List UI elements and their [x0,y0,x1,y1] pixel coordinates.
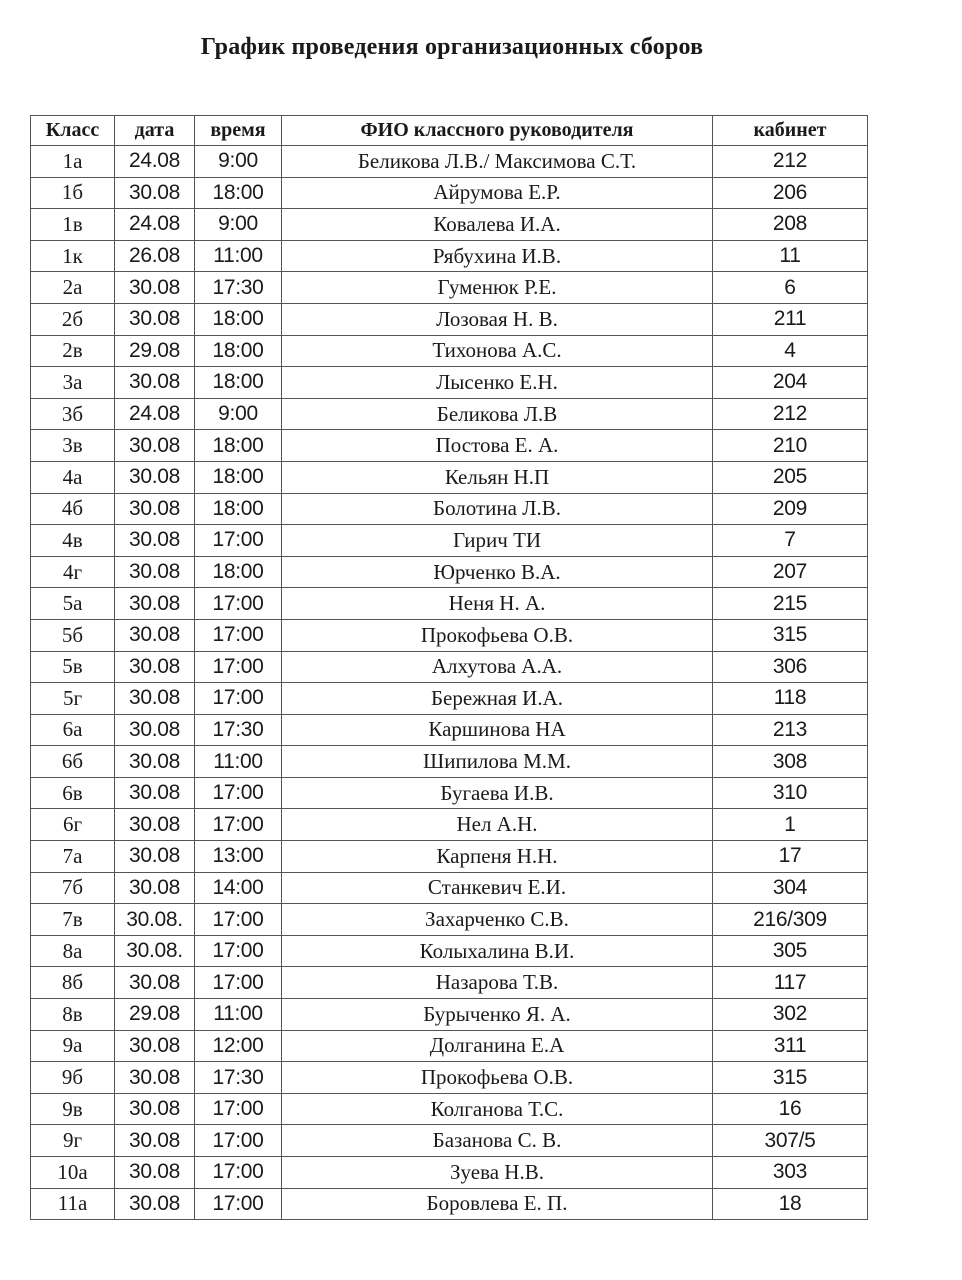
table-row [31,651,868,683]
cell-class: 9в [31,1093,115,1125]
cell-room: 213 [713,714,868,746]
cell-room: 210 [713,430,868,462]
header-teacher: ФИО классного руководителя [282,116,713,146]
cell-room: 206 [713,177,868,209]
cell-date: 30.08 [115,1062,195,1094]
cell-date: 30.08 [115,303,195,335]
cell-class: 3в [31,430,115,462]
table-row [31,1157,868,1189]
cell-room: 118 [713,683,868,715]
cell-teacher: Неня Н. А. [282,588,713,620]
table-row [31,841,868,873]
cell-time: 17:00 [195,1093,282,1125]
cell-room: 305 [713,935,868,967]
cell-class: 6г [31,809,115,841]
table-row [31,588,868,620]
cell-room: 11 [713,240,868,272]
cell-class: 4а [31,461,115,493]
table-row [31,398,868,430]
table-row [31,556,868,588]
cell-teacher: Колыхалина В.И. [282,935,713,967]
cell-room: 209 [713,493,868,525]
cell-teacher: Гуменюк Р.Е. [282,272,713,304]
cell-date: 30.08 [115,1188,195,1220]
cell-room: 208 [713,209,868,241]
header-time: время [195,116,282,146]
cell-room: 302 [713,999,868,1031]
header-class: Класс [31,116,115,146]
cell-time: 9:00 [195,209,282,241]
table-body [31,146,868,1220]
cell-time: 17:00 [195,935,282,967]
table-row [31,461,868,493]
cell-class: 5а [31,588,115,620]
cell-room: 207 [713,556,868,588]
cell-time: 18:00 [195,303,282,335]
table-row [31,525,868,557]
table-row [31,240,868,272]
cell-date: 30.08 [115,177,195,209]
cell-teacher: Рябухина И.В. [282,240,713,272]
cell-room: 304 [713,872,868,904]
table-row [31,714,868,746]
table-row [31,1125,868,1157]
cell-teacher: Бурыченко Я. А. [282,999,713,1031]
header-date: дата [115,116,195,146]
cell-teacher: Постова Е. А. [282,430,713,462]
cell-class: 7а [31,841,115,873]
table-row [31,872,868,904]
table-row [31,430,868,462]
cell-date: 30.08 [115,367,195,399]
cell-room: 303 [713,1157,868,1189]
cell-date: 30.08 [115,651,195,683]
cell-teacher: Лысенко Е.Н. [282,367,713,399]
cell-date: 30.08. [115,904,195,936]
cell-class: 4г [31,556,115,588]
cell-teacher: Карпеня Н.Н. [282,841,713,873]
cell-date: 30.08 [115,967,195,999]
cell-class: 1в [31,209,115,241]
cell-room: 17 [713,841,868,873]
cell-class: 1к [31,240,115,272]
cell-date: 30.08 [115,746,195,778]
cell-teacher: Долганина Е.А [282,1030,713,1062]
cell-time: 18:00 [195,461,282,493]
cell-teacher: Беликова Л.В [282,398,713,430]
cell-teacher: Болотина Л.В. [282,493,713,525]
cell-class: 3б [31,398,115,430]
cell-class: 6в [31,777,115,809]
cell-teacher: Лозовая Н. В. [282,303,713,335]
cell-time: 17:00 [195,588,282,620]
table-row [31,1030,868,1062]
cell-date: 30.08 [115,493,195,525]
table-row [31,335,868,367]
cell-date: 30.08 [115,809,195,841]
cell-class: 5г [31,683,115,715]
cell-class: 9б [31,1062,115,1094]
table-row [31,493,868,525]
cell-class: 9г [31,1125,115,1157]
cell-class: 7в [31,904,115,936]
cell-date: 29.08 [115,335,195,367]
cell-class: 4в [31,525,115,557]
cell-time: 18:00 [195,430,282,462]
cell-teacher: Беликова Л.В./ Максимова С.Т. [282,146,713,178]
cell-time: 17:00 [195,809,282,841]
cell-class: 9а [31,1030,115,1062]
table-row [31,777,868,809]
cell-time: 17:00 [195,525,282,557]
table-row [31,904,868,936]
cell-teacher: Нел А.Н. [282,809,713,841]
table-row [31,809,868,841]
cell-date: 30.08 [115,872,195,904]
cell-room: 212 [713,146,868,178]
cell-date: 24.08 [115,209,195,241]
cell-class: 8в [31,999,115,1031]
cell-teacher: Базанова С. В. [282,1125,713,1157]
cell-teacher: Кельян Н.П [282,461,713,493]
cell-time: 18:00 [195,335,282,367]
cell-teacher: Юрченко В.А. [282,556,713,588]
cell-class: 6а [31,714,115,746]
cell-room: 307/5 [713,1125,868,1157]
cell-teacher: Шипилова М.М. [282,746,713,778]
cell-date: 30.08 [115,683,195,715]
cell-time: 17:00 [195,1157,282,1189]
table-row [31,177,868,209]
cell-room: 315 [713,1062,868,1094]
cell-room: 211 [713,303,868,335]
cell-room: 315 [713,619,868,651]
cell-teacher: Ковалева И.А. [282,209,713,241]
cell-teacher: Прокофьева О.В. [282,1062,713,1094]
cell-class: 8а [31,935,115,967]
cell-room: 212 [713,398,868,430]
cell-room: 308 [713,746,868,778]
table-row [31,1062,868,1094]
cell-teacher: Колганова Т.С. [282,1093,713,1125]
cell-room: 205 [713,461,868,493]
cell-date: 30.08 [115,777,195,809]
schedule-table [30,115,868,1220]
cell-time: 11:00 [195,746,282,778]
cell-class: 6б [31,746,115,778]
cell-teacher: Станкевич Е.И. [282,872,713,904]
cell-date: 30.08 [115,588,195,620]
cell-date: 30.08 [115,1093,195,1125]
cell-date: 30.08 [115,841,195,873]
cell-date: 24.08 [115,398,195,430]
cell-class: 10а [31,1157,115,1189]
table-row [31,746,868,778]
cell-time: 17:00 [195,1188,282,1220]
cell-class: 5б [31,619,115,651]
cell-time: 17:00 [195,651,282,683]
cell-date: 26.08 [115,240,195,272]
cell-class: 2в [31,335,115,367]
table-row [31,367,868,399]
table-row [31,209,868,241]
table-row [31,272,868,304]
table-row [31,619,868,651]
cell-date: 30.08 [115,1125,195,1157]
cell-teacher: Айрумова Е.Р. [282,177,713,209]
cell-time: 11:00 [195,240,282,272]
cell-time: 18:00 [195,177,282,209]
table-row [31,303,868,335]
cell-class: 4б [31,493,115,525]
table-row [31,935,868,967]
cell-room: 6 [713,272,868,304]
cell-room: 117 [713,967,868,999]
cell-room: 18 [713,1188,868,1220]
cell-class: 2б [31,303,115,335]
cell-date: 24.08 [115,146,195,178]
cell-time: 17:00 [195,1125,282,1157]
cell-time: 17:00 [195,619,282,651]
table-row [31,146,868,178]
table-row [31,683,868,715]
cell-date: 30.08 [115,556,195,588]
cell-class: 5в [31,651,115,683]
cell-teacher: Прокофьева О.В. [282,619,713,651]
cell-teacher: Боровлева Е. П. [282,1188,713,1220]
cell-room: 1 [713,809,868,841]
cell-time: 13:00 [195,841,282,873]
header-room: кабинет [713,116,868,146]
cell-time: 17:30 [195,272,282,304]
cell-class: 3а [31,367,115,399]
cell-time: 12:00 [195,1030,282,1062]
cell-time: 17:00 [195,777,282,809]
cell-teacher: Алхутова А.А. [282,651,713,683]
cell-date: 30.08 [115,525,195,557]
cell-time: 9:00 [195,398,282,430]
cell-time: 17:00 [195,904,282,936]
cell-class: 8б [31,967,115,999]
cell-teacher: Каршинова НА [282,714,713,746]
cell-class: 11а [31,1188,115,1220]
cell-room: 216/309 [713,904,868,936]
cell-date: 30.08 [115,1157,195,1189]
cell-teacher: Зуева Н.В. [282,1157,713,1189]
cell-time: 18:00 [195,493,282,525]
cell-teacher: Захарченко С.В. [282,904,713,936]
cell-teacher: Гирич ТИ [282,525,713,557]
cell-room: 310 [713,777,868,809]
cell-room: 311 [713,1030,868,1062]
cell-time: 14:00 [195,872,282,904]
cell-class: 1б [31,177,115,209]
cell-teacher: Бережная И.А. [282,683,713,715]
cell-room: 204 [713,367,868,399]
cell-time: 17:30 [195,1062,282,1094]
table-row [31,999,868,1031]
cell-date: 30.08. [115,935,195,967]
cell-teacher: Тихонова А.С. [282,335,713,367]
cell-date: 30.08 [115,714,195,746]
table-row [31,1093,868,1125]
table-row [31,1188,868,1220]
cell-time: 17:00 [195,683,282,715]
cell-date: 30.08 [115,461,195,493]
cell-date: 30.08 [115,619,195,651]
cell-time: 9:00 [195,146,282,178]
cell-time: 17:00 [195,967,282,999]
cell-teacher: Назарова Т.В. [282,967,713,999]
cell-time: 18:00 [195,367,282,399]
cell-date: 30.08 [115,272,195,304]
cell-time: 17:30 [195,714,282,746]
cell-class: 7б [31,872,115,904]
cell-class: 2а [31,272,115,304]
cell-room: 4 [713,335,868,367]
cell-time: 18:00 [195,556,282,588]
cell-class: 1а [31,146,115,178]
cell-room: 306 [713,651,868,683]
cell-room: 7 [713,525,868,557]
cell-teacher: Бугаева И.В. [282,777,713,809]
document-title: График проведения организационных сборов [200,34,704,60]
cell-time: 11:00 [195,999,282,1031]
header-row [31,116,868,146]
cell-room: 16 [713,1093,868,1125]
cell-date: 30.08 [115,1030,195,1062]
table-row [31,967,868,999]
cell-date: 29.08 [115,999,195,1031]
cell-room: 215 [713,588,868,620]
cell-date: 30.08 [115,430,195,462]
